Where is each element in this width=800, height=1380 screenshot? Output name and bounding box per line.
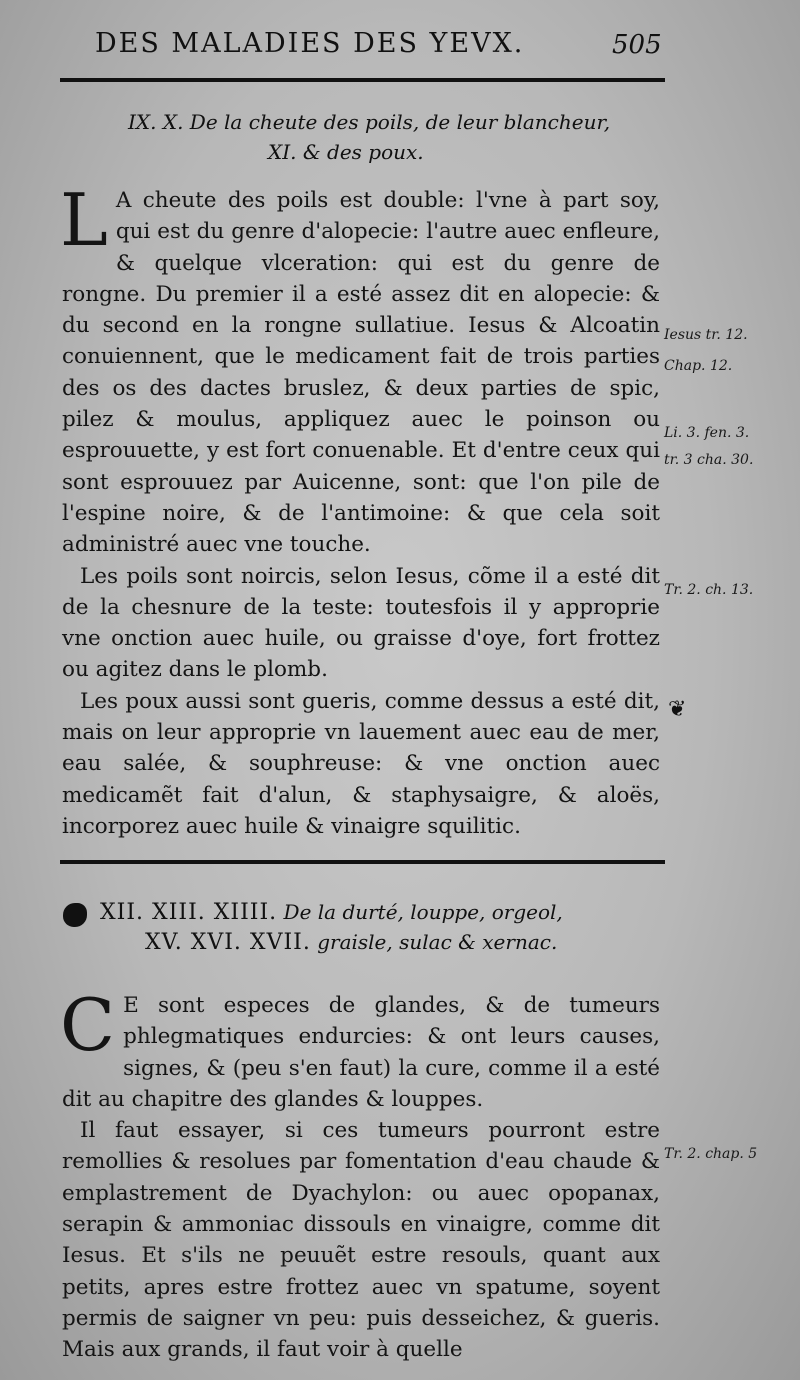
section1-paragraph1: A cheute des poils est double: l'vne à part soy, qui est du genre d'alopecie: l'autre auec enfleure, & quelque vlceration: qui est du genre de rongne. Du premier il a esté assez dit en alopecie: & du second en la rongne sullatiue. Iesus & Alcoatin conuiennent, que le medicament fait de trois parties des os des dactes bruslez, & deux parties de spic, pilez & moulus, appliquez auec le poinson ou esprouuette, y est fort conuenable. Et d'entre ceux qui sont esprouuez par Auicenne, sont: que l'on pile de l'espine noire, & de l'antimoine: & que cela soit administré auec vne touche.	[62, 188, 660, 558]
section2-heading-title: graisle, sulac & xernac.	[317, 930, 558, 954]
marginal-ornament-icon: ❦	[668, 697, 687, 722]
margin-note: tr. 3 cha. 30.	[664, 452, 754, 468]
margin-note: Li. 3. fen. 3.	[664, 425, 750, 441]
margin-note: Tr. 2. ch. 13.	[664, 582, 754, 598]
section-heading-line2: XI. & des poux.	[268, 140, 424, 164]
drop-cap-letter: L	[60, 178, 108, 262]
section-divider-rule	[60, 860, 665, 864]
margin-note: Chap. 12.	[664, 358, 733, 374]
section1-paragraph2: Les poils sont noircis, selon Iesus, cõme il a esté dit de la chesnure de la teste: toutesfois il y approprie vne onction auec huile, ou graisse d'oye, fort frottez ou agitez dans le plomb.	[62, 563, 660, 683]
running-head: DES MALADIES DES YEVX.	[95, 28, 525, 59]
page-number: 505	[612, 30, 662, 60]
section2-heading-title: De la durté, louppe, orgeol,	[283, 900, 563, 924]
margin-note: Tr. 2. chap. 5	[664, 1146, 758, 1162]
section2-body	[60, 983, 660, 1363]
section-heading-line1: IX. X. De la cheute des poils, de leur blancheur,	[128, 110, 611, 134]
header-rule	[60, 78, 665, 82]
section2-paragraph2: Il faut essayer, si ces tumeurs pourront estre remollies & resolues par fomentation d'eau chaude & emplastrement de Dyachylon: ou auec opopanax, serapin & ammoniac dissouls en vinaigre, comme dit Iesus. Et s'ils ne peuuẽt estre resouls, quant aux petits, apres estre frottez auec vn spatume, soyent permis de saigner vn peu: puis desseichez, & gueris. Mais aux grands, il faut voir à quelle	[62, 1118, 660, 1363]
section2-heading-numerals: XV. XVI. XVII.	[145, 930, 311, 955]
drop-cap-letter: C	[60, 983, 116, 1067]
section1-paragraph3: Les poux aussi sont gueris, comme dessus a esté dit, mais on leur approprie vn lauement auec eau de mer, eau salée, & souphreuse: & vne onction auec medicamẽt fait d'alun, & staphysaigre, & aloës, incorporez auec huile & vinaigre squilitic.	[62, 688, 660, 839]
section2-heading-line2	[145, 930, 557, 955]
fleuron-ornament-icon	[63, 903, 87, 927]
section2-heading-numerals: XII. XIII. XIIII.	[100, 900, 278, 925]
section1-body	[60, 178, 660, 839]
section2-heading-line1	[100, 900, 563, 925]
margin-note: Iesus tr. 12.	[664, 327, 748, 343]
section2-paragraph1: E sont especes de glandes, & de tumeurs phlegmatiques endurcies: & ont leurs causes, signes, & (peu s'en faut) la cure, comme il a esté dit au chapitre des glandes & louppes.	[62, 993, 660, 1112]
